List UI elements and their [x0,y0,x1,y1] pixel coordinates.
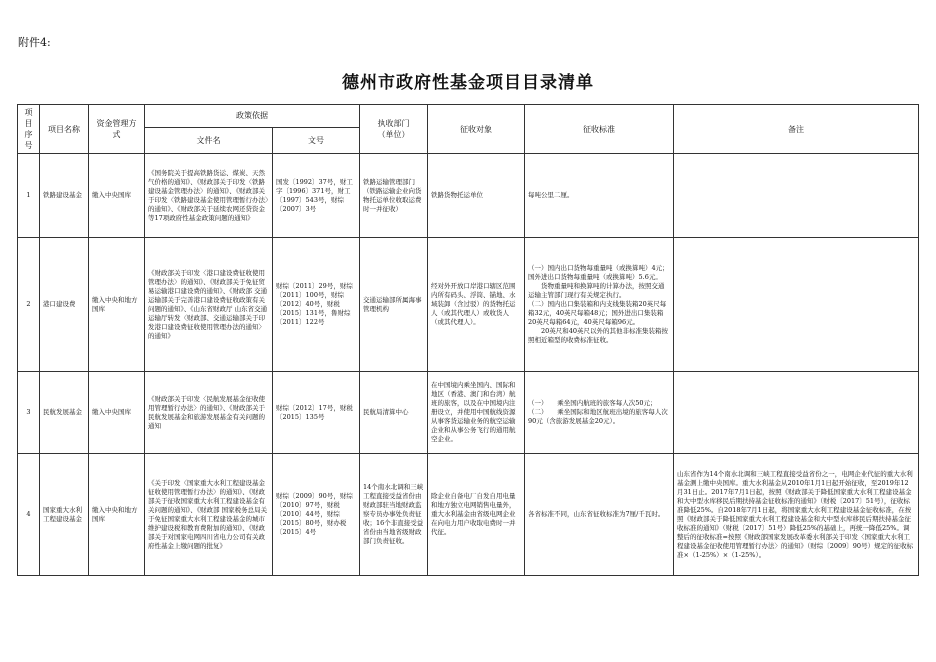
cell-doc-name: 《国务院关于提高铁路货运、煤炭、天然气价格的通知》、《财政部关于印发〈铁路建设基金管理办法〉的通知》、《财政部关于印发〈铁路建设基金使用管理暂行办法〉的通知》、《财政部关于延续农网还贷资金等17项政府性基金政策问题的通知》 [145,154,273,238]
header-standard: 征收标准 [525,105,674,154]
cell-seq: 1 [18,154,40,238]
table-row [18,154,919,238]
cell-seq: 3 [18,372,40,454]
cell-method: 缴入中央国库 [89,372,145,454]
page-title: 德州市政府性基金项目目录清单 [342,73,594,93]
cell-note [674,154,919,238]
cell-doc-name: 《财政部关于印发〈港口建设费征收使用管理办法〉的通知》、《财政部关于免征贸易运输港口建设费的通知》、《财政部 交通运输部关于完善港口建设费征收政策有关问题的通知》、《山东省财政厅 山东省交通运输厅转发〈财政部、交通运输部关于印发港口建设费征收使用管理办法的通知〉的通知》 [145,238,273,372]
annex-label: 附件4: [18,36,51,49]
header-seq: 项目 序号 [18,105,40,154]
cell-dept: 交通运输部所属海事管理机构 [360,238,428,372]
cell-standard: （一） 乘坐国内航班的旅客每人次50元； （二） 乘坐国际和地区航班出境的旅客每人次90元（含旅游发展基金20元）。 [525,372,674,454]
cell-name: 铁路建设基金 [40,154,89,238]
cell-dept: 铁路运输管理部门（铁路运输企业向货物托运单位收取运费时一并征收） [360,154,428,238]
table-row [18,372,919,454]
cell-name: 国家重大水利工程建设基金 [40,454,89,576]
cell-method: 缴入中央国库 [89,154,145,238]
cell-payer: 在中国境内乘坐国内、国际和地区（香港、澳门和台湾）航班的旅客，以及在中国境内注册设立，并使用中国航线资源从事客货运输业务的航空运输企业和从事公务飞行的通用航空企业。 [428,372,525,454]
cell-method: 缴入中央和地方国库 [89,238,145,372]
cell-standard: （一）国内出口货物每重量吨（或换算吨）4元；国外进出口货物每重量吨（或换算吨）5.6元。 货物重量吨和换算吨的计算办法，按照交通运输主管部门现行有关规定执行。 （二）国内出口集装箱和内支线集装箱20英尺每箱32元，40英尺每箱48元；国外进出口集装箱20英尺每箱64元，40英尺每箱96元。 20英尺和40英尺以外的其他非标准集装箱按照相近箱型的收费标准征收。 [525,238,674,372]
cell-dept: 民航局清算中心 [360,372,428,454]
cell-standard: 每吨公里二厘。 [525,154,674,238]
cell-note: 山东省作为14个南水北调和三峡工程直接受益省份之一，电网企业代征的重大水利基金测上缴中央国库。重大水利基金从2010年1月1日起开始征收，至2019年12月31日止。2017年7月1日起，按照《财政部关于降低国家重大水利工程建设基金和大中型水库移民后期扶持基金征收标准的通知》（财税〔2017〕51号），征收标准降低25%。自2018年7月1日起，将国家重大水利工程建设基金征收标准，在按照《财政部关于降低国家重大水利工程建设基金和大中型水库移民后期扶持基金征收标准的通知》（财税〔2017〕51号）降低25%的基础上，再统一降低25%。调整后的征收标准=按照《财政部国家发展改革委水利部关于印发〈国家重大水利工程建设基金征收使用管理暂行办法〉的通知》（财综〔2009〕90号）规定的征收标准×（1-25%）×（1-25%）。 [674,454,919,576]
table-row [18,238,919,372]
header-dept: 执收部门 （单位） [360,105,428,154]
cell-seq: 4 [18,454,40,576]
cell-payer: 铁路货物托运单位 [428,154,525,238]
cell-standard: 各省标准不同，山东省征收标准为7厘/千瓦时。 [525,454,674,576]
header-name: 项目名称 [40,105,89,154]
cell-name: 港口建设费 [40,238,89,372]
cell-doc-name: 《关于印发〈国家重大水利工程建设基金征收使用管理暂行办法〉的通知》、《财政部关于征收国家重大水利工程建设基金有关问题的通知》、《财政部 国家税务总局关于免征国家重大水利工程建设基金的城市维护建设税和教育费附加的通知》、《财政部关于对国家电网四川省电力公司有关政府性基金上缴问题的批复》 [145,454,273,576]
cell-name: 民航发展基金 [40,372,89,454]
header-doc-name: 文件名 [145,127,273,153]
cell-payer: 经对外开放口岸港口辖区范围内所有码头、浮筒、锚地、水域装卸（含过驳）的货物托运人（或其代理人）或收货人（或其代理人）。 [428,238,525,372]
cell-doc-no: 财综〔2009〕90号，财综〔2010〕97号，财税〔2010〕44号，财综〔2015〕80号，财办税〔2015〕4号 [273,454,360,576]
header-method: 资金管理方 式 [89,105,145,154]
cell-doc-no: 国发〔1992〕37号，财工字〔1996〕371号，财工〔1997〕543号，财综〔2007〕3号 [273,154,360,238]
table-row [18,454,919,576]
cell-payer: 除企业自备电厂自发自用电量和地方独立电网销售电量外，重大水利基金由省级电网企业在向电力用户收取电费时一并代征。 [428,454,525,576]
cell-doc-name: 《财政部关于印发〈民航发展基金征收使用管理暂行办法〉的通知》、《财政部关于民航发展基金和旅游发展基金有关问题的通知 [145,372,273,454]
cell-doc-no: 财综〔2011〕29号，财综〔2011〕100号，财综〔2012〕40号，财税〔2015〕131号，鲁财综〔2011〕122号 [273,238,360,372]
cell-note [674,372,919,454]
header-note: 备注 [674,105,919,154]
cell-seq: 2 [18,238,40,372]
cell-note [674,238,919,372]
header-row-1 [18,105,919,128]
cell-method: 缴入中央和地方国库 [89,454,145,576]
cell-doc-no: 财综〔2012〕17号，财税〔2015〕135号 [273,372,360,454]
header-policy: 政策依据 [145,105,360,128]
header-doc-no: 文号 [273,127,360,153]
fund-catalog-table [17,104,919,576]
header-payer: 征收对象 [428,105,525,154]
cell-dept: 14个南水北调和三峡工程直接受益省份由财政部驻当地财政监察专员办事处负责征收；16个非直接受益省份由当地省级财政部门负责征收。 [360,454,428,576]
